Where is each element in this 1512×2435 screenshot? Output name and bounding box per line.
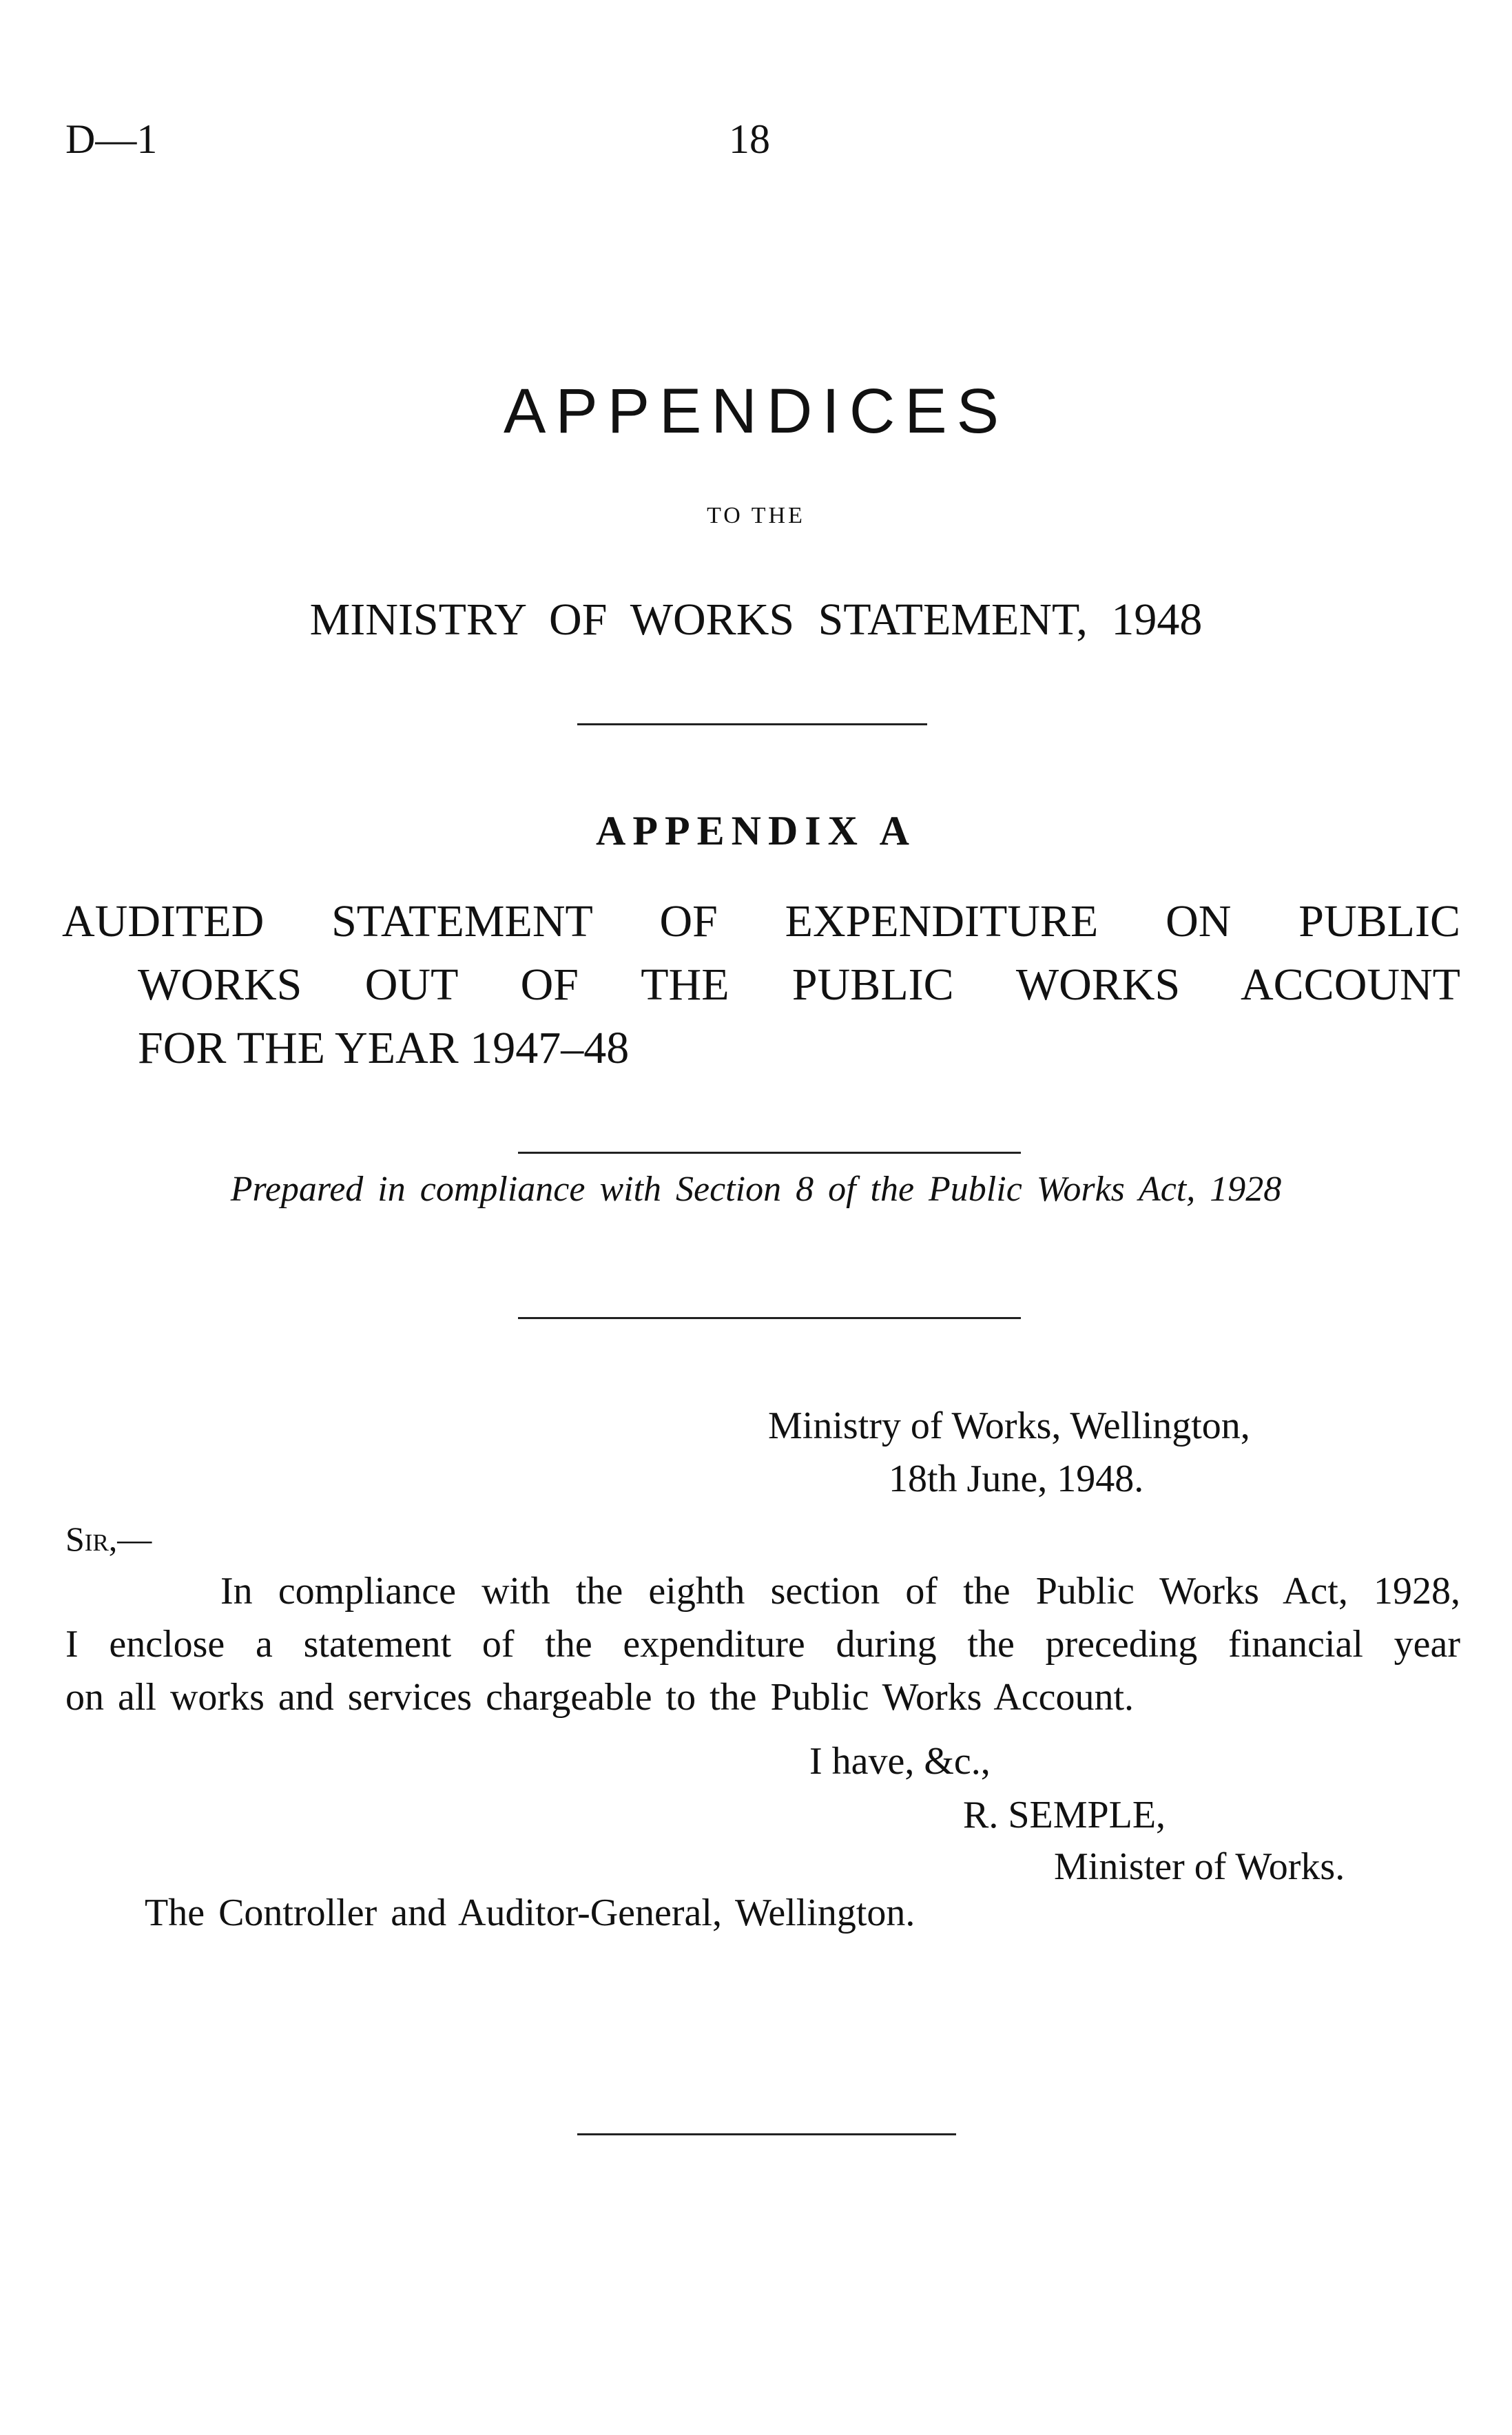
letter-body-line-3: on all works and services chargeable to the Public Works Account. [65, 1676, 1135, 1719]
divider-rule-1 [577, 723, 927, 725]
appendix-label: APPENDIX A [595, 808, 916, 853]
prepared-note: Prepared in compliance with Section 8 of the Public Works Act, 1928 [230, 1170, 1282, 1209]
appendices-title: APPENDICES [503, 376, 1009, 446]
letter-date: 18th June, 1948. [889, 1458, 1144, 1500]
divider-rule-2 [518, 1152, 1021, 1154]
letter-address: Ministry of Works, Wellington, [768, 1405, 1250, 1447]
letter-signatory-title: Minister of Works. [1054, 1845, 1345, 1888]
appendix-heading-line-1: AUDITED STATEMENT OF EXPENDITURE ON PUBLIC [62, 896, 1460, 946]
to-the-label: TO THE [707, 503, 805, 528]
appendix-heading-line-3: FOR THE YEAR 1947–48 [138, 1023, 630, 1073]
letter-signatory: R. SEMPLE, [963, 1794, 1166, 1836]
letter-body-line-2: I enclose a statement of the expenditure during the preceding financial year [65, 1623, 1460, 1666]
letter-body-line-1: In compliance with the eighth section of the Public Works Act, 1928, [220, 1570, 1460, 1613]
letter-closing: I have, &c., [809, 1740, 991, 1783]
letter-addressee: The Controller and Auditor-General, Wellington. [145, 1892, 915, 1934]
appendix-heading-line-2: WORKS OUT OF THE PUBLIC WORKS ACCOUNT [138, 960, 1460, 1010]
divider-rule-3 [518, 1317, 1021, 1319]
divider-rule-4 [577, 2133, 956, 2135]
statement-title: MINISTRY OF WORKS STATEMENT, 1948 [309, 594, 1203, 645]
document-code: D—1 [65, 116, 158, 162]
letter-salutation: Sir,— [65, 1520, 152, 1558]
page-number: 18 [729, 116, 770, 162]
